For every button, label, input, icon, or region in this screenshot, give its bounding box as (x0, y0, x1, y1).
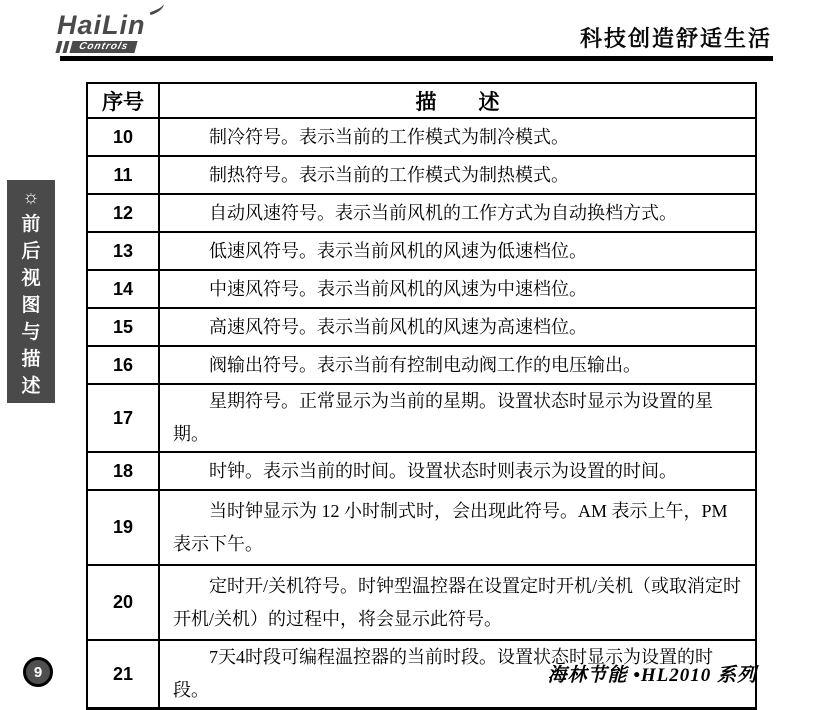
table-row (87, 194, 756, 232)
logo-wordmark: HaiLin (57, 10, 146, 40)
row-description: 高速风符号。表示当前风机的风速为高速档位。 (159, 308, 756, 346)
row-number: 18 (87, 452, 159, 490)
header-slogan: 科技创造舒适生活 (579, 26, 772, 51)
table-row (87, 452, 756, 490)
row-description: 制热符号。表示当前的工作模式为制热模式。 (159, 156, 756, 194)
row-description: 阀输出符号。表示当前有控制电动阀工作的电压输出。 (159, 346, 756, 384)
logo-stripe-icon (62, 41, 69, 53)
row-description: 制冷符号。表示当前的工作模式为制冷模式。 (159, 118, 756, 156)
row-description: 时钟。表示当前的时间。设置状态时则表示为设置的时间。 (159, 452, 756, 490)
table-row (87, 156, 756, 194)
row-description: 低速风符号。表示当前风机的风速为低速档位。 (159, 232, 756, 270)
table-header-row (87, 83, 756, 118)
sidebar-tab-char: 前 (21, 213, 41, 235)
table-row (87, 384, 756, 452)
row-description: 中速风符号。表示当前风机的风速为中速档位。 (159, 270, 756, 308)
row-description: 当时钟显示为 12 小时制式时，会出现此符号。AM 表示上午，PM 表示下午。 (159, 490, 756, 565)
table-row (87, 232, 756, 270)
table-row (87, 270, 756, 308)
sidebar-tab-char: 与 (21, 321, 41, 343)
sidebar-tab-char: 视 (21, 267, 41, 289)
logo-subtitle: Controls (69, 41, 137, 53)
row-number: 21 (87, 640, 159, 709)
column-header-description: 描 述 (159, 83, 756, 118)
row-description: 星期符号。正常显示为当前的星期。设置状态时显示为设置的星期。 (159, 384, 756, 452)
row-number: 19 (87, 490, 159, 565)
row-number: 16 (87, 346, 159, 384)
row-number: 20 (87, 565, 159, 640)
row-description: 自动风速符号。表示当前风机的工作方式为自动换档方式。 (159, 194, 756, 232)
sidebar-tab-char: 述 (21, 375, 41, 397)
row-number: 13 (87, 232, 159, 270)
table-row (87, 490, 756, 565)
sidebar-tab-char: 后 (21, 240, 41, 262)
logo-badge (57, 41, 197, 53)
table-row (87, 118, 756, 156)
row-description: 定时开/关机符号。时钟型温控器在设置定时开机/关机（或取消定时开机/关机）的过程中，将会显示此符号。 (159, 565, 756, 640)
gear-sun-icon: ☼ (22, 186, 40, 208)
symbol-description-table (86, 82, 757, 710)
logo-stripe-icon (55, 41, 62, 53)
header-divider (60, 56, 773, 61)
row-description: 7天4时段可编程温控器的当前时段。设置状态时显示为设置的时段。 (159, 640, 756, 709)
page-number-badge: 9 (23, 657, 53, 687)
footer-series-label: 海林节能 •HL2010 系列 (547, 665, 757, 686)
sidebar-chapter-tab (7, 180, 55, 403)
row-number: 12 (87, 194, 159, 232)
row-number: 11 (87, 156, 159, 194)
column-header-number: 序号 (87, 83, 159, 118)
row-number: 10 (87, 118, 159, 156)
row-number: 15 (87, 308, 159, 346)
sidebar-tab-char: 图 (21, 294, 41, 316)
table-row (87, 565, 756, 640)
table-row (87, 346, 756, 384)
row-number: 17 (87, 384, 159, 452)
hailin-logo (57, 12, 197, 53)
table-row (87, 308, 756, 346)
row-number: 14 (87, 270, 159, 308)
sidebar-tab-char: 描 (21, 348, 41, 370)
